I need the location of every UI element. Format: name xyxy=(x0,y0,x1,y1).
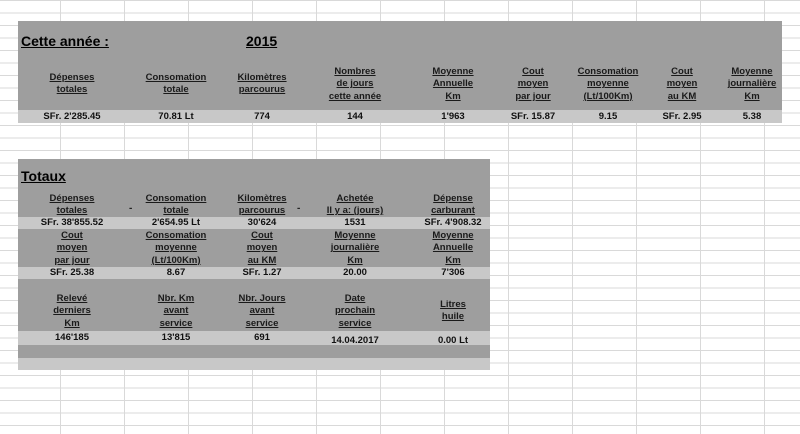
totals-value-moyenne-annuelle: 7'306 xyxy=(441,267,465,278)
totals-header-consomation-totale: Consomation totale xyxy=(145,193,207,217)
totals-header-nbr-km-avant-service: Nbr. Km avant service xyxy=(157,293,195,329)
header-cout-moyen-par-jour: Cout moyen par jour xyxy=(515,66,551,102)
header-kilometres-parcourus: Kilomètres parcourus xyxy=(237,72,287,96)
totals-value-kilometres-parcourus: 30'624 xyxy=(247,217,277,228)
separator-dash: - xyxy=(297,203,301,214)
totals-header-releve-derniers-km: Relevé derniers Km xyxy=(53,293,91,329)
header-consomation-moyenne: Consomation moyenne (Lt/100Km) xyxy=(577,66,639,102)
totals-header-litres-huile: Litres huile xyxy=(440,299,466,323)
totals-value-litres-huile: 0.00 Lt xyxy=(437,335,469,346)
header-cout-moyen-au-km: Cout moyen au KM xyxy=(666,66,698,102)
totals-section-title: Totaux xyxy=(21,168,66,184)
totals-header-moyenne-annuelle: Moyenne Annuelle Km xyxy=(432,230,474,266)
totals-value-consomation-totale: 2'654.95 Lt xyxy=(151,217,201,228)
totals-header-moyenne-journaliere: Moyenne journalière Km xyxy=(330,230,380,266)
totals-value-depense-carburant: SFr. 4'908.32 xyxy=(424,217,482,228)
value-consomation-totale: 70.81 Lt xyxy=(158,111,194,122)
value-moyenne-journaliere: 5.38 xyxy=(742,111,762,122)
value-depenses-totales: SFr. 2'285.45 xyxy=(43,111,101,122)
totals-value-cout-moyen-au-km: SFr. 1.27 xyxy=(242,267,282,278)
header-moyenne-annuelle: Moyenne Annuelle Km xyxy=(432,66,474,102)
value-cout-moyen-par-jour: SFr. 15.87 xyxy=(510,111,556,122)
year-section-title: Cette année : xyxy=(21,33,109,49)
value-kilometres-parcourus: 774 xyxy=(254,111,270,122)
totals-header-depense-carburant: Dépense carburant xyxy=(431,193,475,217)
totals-header-cout-moyen-par-jour: Cout moyen par jour xyxy=(54,230,90,266)
totals-header-nbr-jours-avant-service: Nbr. Jours avant service xyxy=(238,293,286,329)
totals-value-cout-moyen-par-jour: SFr. 25.38 xyxy=(49,267,95,278)
totals-header-kilometres-parcourus: Kilomètres parcourus xyxy=(237,193,287,217)
totals-value-nbr-km-avant-service: 13'815 xyxy=(161,332,191,343)
totals-header-achetee: Achetée Il y a: (jours) xyxy=(326,193,384,217)
totals-value-achetee-jours: 1531 xyxy=(344,217,366,228)
value-consomation-moyenne: 9.15 xyxy=(598,111,618,122)
header-moyenne-journaliere: Moyenne journalière Km xyxy=(727,66,777,102)
totals-value-nbr-jours-avant-service: 691 xyxy=(254,332,270,343)
totals-header-depenses-totales: Dépenses totales xyxy=(49,193,95,217)
year-value: 2015 xyxy=(246,33,278,49)
totals-value-depenses-totales: SFr. 38'855.52 xyxy=(40,217,104,228)
totals-header-date-prochain-service: Date prochain service xyxy=(334,293,376,329)
value-moyenne-annuelle: 1'963 xyxy=(441,111,465,122)
value-nombres-de-jours: 144 xyxy=(347,111,363,122)
separator-dash: - xyxy=(129,203,133,214)
totals-header-cout-moyen-au-km: Cout moyen au KM xyxy=(246,230,278,266)
totals-header-consomation-moyenne: Consomation moyenne (Lt/100Km) xyxy=(145,230,207,266)
totals-footer-row xyxy=(18,358,490,370)
totals-value-consomation-moyenne: 8.67 xyxy=(166,267,186,278)
totals-value-date-prochain-service: 14.04.2017 xyxy=(331,335,379,346)
value-cout-moyen-au-km: SFr. 2.95 xyxy=(662,111,702,122)
totals-value-moyenne-journaliere: 20.00 xyxy=(343,267,367,278)
header-consomation-totale: Consomation totale xyxy=(145,72,207,96)
totals-value-releve-derniers-km: 146'185 xyxy=(55,332,89,343)
header-nombres-de-jours: Nombres de jours cette année xyxy=(328,66,382,102)
header-depenses-totales: Dépenses totales xyxy=(49,72,95,96)
